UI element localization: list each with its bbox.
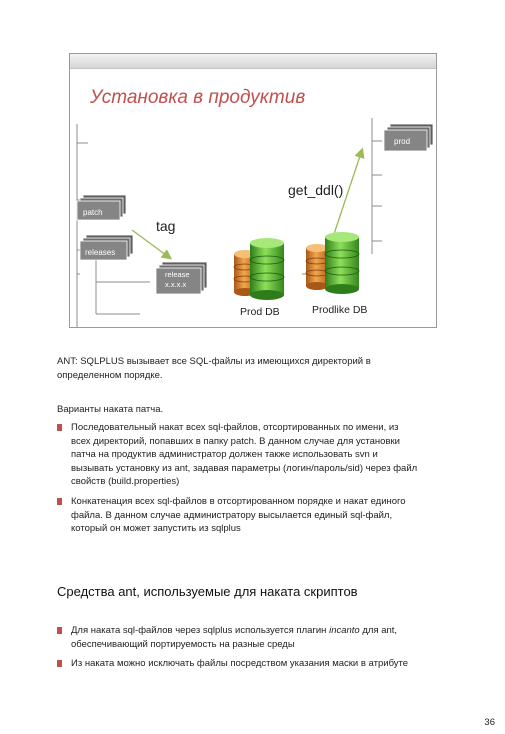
slide-caption — [57, 355, 457, 383]
prod-db-label: Prod DB — [240, 306, 280, 318]
list-item-line: Из наката можно исключать файлы посредством указания маски в атрибуте — [71, 658, 409, 670]
list-item-line: патча на продуктив администратор должен также использовать svn и — [71, 449, 378, 461]
page-number: 36 — [484, 717, 495, 728]
patch-variants-heading: Варианты наката патча. — [57, 404, 164, 415]
caption-line-1: ANT: SQLPLUS вызывает все SQL-файлы из имеющихся директорий в — [57, 356, 371, 367]
patch-folder-icon — [77, 195, 126, 220]
prod-folder-icon — [384, 124, 433, 151]
list-item — [57, 495, 452, 536]
bullet-icon — [57, 660, 62, 667]
list-item-line: свойств (build.properties) — [71, 476, 180, 488]
patch-folder-label: patch — [83, 208, 103, 217]
prod-folder-label: prod — [394, 137, 411, 146]
prodlike-db-icon — [306, 232, 359, 294]
list-item-line: Последовательный накат всех sql-файлов, отсортированных по имени, из — [71, 422, 399, 433]
right-tree — [372, 118, 382, 254]
list-item-line: вызывать установку из ant, задавая параметры (логин/пароль/sid) через файл — [71, 462, 418, 474]
release-folder-icon — [156, 262, 207, 294]
prod-db-icon — [234, 238, 284, 300]
list-item-line: файла. В данном случае администратору высылается единый sql-файл, — [71, 509, 393, 521]
ant-tools-list — [57, 624, 452, 671]
release-folder-label-line2: x.x.x.x — [165, 280, 187, 289]
bullet-icon — [57, 498, 62, 505]
left-tree — [77, 124, 150, 328]
tag-arrow — [132, 230, 170, 258]
list-item — [57, 624, 452, 651]
deployment-diagram — [70, 54, 437, 328]
incanto-plugin-name: incanto — [329, 625, 360, 636]
release-folder-label-line1: release — [165, 270, 190, 279]
list-item — [57, 421, 452, 489]
list-item-line: Для наката sql-файлов через sqlplus используется плагин incanto для ant, — [71, 625, 398, 636]
list-item-line: Конкатенация всех sql-файлов в отсортированном порядке и накат единого — [71, 495, 406, 507]
releases-folder-label: releases — [85, 248, 116, 257]
releases-folder-icon — [80, 235, 133, 260]
patch-variants-list — [57, 421, 452, 536]
list-item-line: всех директорий, попавших в папку patch. В данном случае для установки — [71, 435, 400, 447]
slide-image — [69, 53, 437, 328]
tag-label: tag — [156, 218, 176, 234]
bullet-icon — [57, 424, 62, 431]
ant-section-heading: Средства ant, используемые для наката скриптов — [57, 584, 358, 599]
caption-line-2: определенном порядке. — [57, 370, 163, 381]
slide-title: Установка в продуктив — [90, 87, 306, 108]
list-item — [57, 657, 452, 671]
bullet-icon — [57, 627, 62, 634]
prodlike-db-label: Prodlike DB — [312, 304, 368, 316]
list-item-line: обеспечивающий портируемость на разные среды — [71, 638, 295, 650]
get-ddl-label: get_ddl() — [288, 182, 344, 198]
list-item-line: который он может запустить из sqlplus — [71, 523, 241, 535]
